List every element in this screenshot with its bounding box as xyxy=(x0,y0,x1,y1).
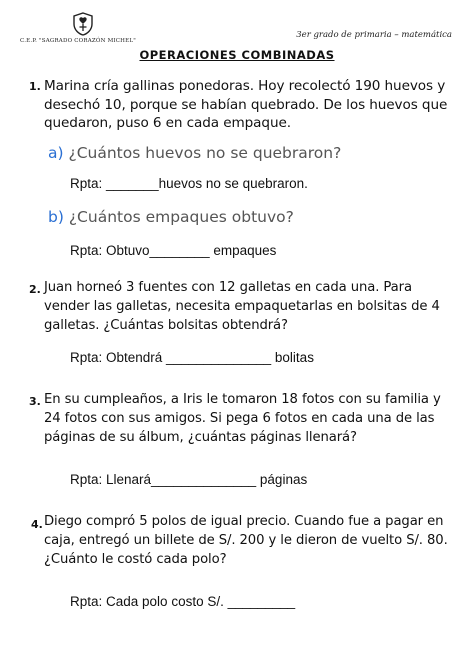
problem-1-question-a: a) ¿Cuántos huevos no se quebraron? xyxy=(48,144,342,162)
problem-3-answer: Rpta: Llenará______________ páginas xyxy=(70,472,308,487)
problem-4-text: Diego compró 5 polos de igual precio. Cuando fue a pagar en caja, entregó un billete de S/. 200 y le dieron de vuelto S/. 80. ¿Cuánto le costó cada polo? xyxy=(44,514,448,567)
problem-2-text: Juan horneó 3 fuentes con 12 galletas en cada una. Para vender las galletas, necesita empaquetarlas en bolsitas de 4 galletas. ¿Cuántas bolsitas obtendrá? xyxy=(44,280,440,333)
page-title: OPERACIONES COMBINADAS xyxy=(139,48,335,62)
problem-1-answer-b: Rpta: Obtuvo________ empaques xyxy=(70,243,277,258)
problem-1-question-b: b) ¿Cuántos empaques obtuvo? xyxy=(48,208,294,226)
problem-2-number: 2. xyxy=(29,283,41,296)
problem-4-number: 4. xyxy=(31,518,43,531)
problem-1-number: 1. xyxy=(29,80,41,93)
school-crest-logo xyxy=(72,12,94,36)
problem-4-answer: Rpta: Cada polo costo S/. _________ xyxy=(70,594,296,609)
problem-1-answer-a: Rpta: _______huevos no se quebraron. xyxy=(70,176,308,191)
problem-3-number: 3. xyxy=(29,395,41,408)
problem-3-text: En su cumpleaños, a Iris le tomaron 18 fotos con su familia y 24 fotos con sus amigos. Si pega 6 fotos en cada una de las páginas de su álbum, ¿cuántas páginas llenará? xyxy=(44,392,441,445)
problem-2-answer: Rpta: Obtendrá ______________ bolitas xyxy=(70,350,314,365)
problem-1-text: Marina cría gallinas ponedoras. Hoy recolectó 190 huevos y desechó 10, porque se habían quebrado. De los huevos que quedaron, puso 6 en cada empaque. xyxy=(44,78,448,131)
grade-subject: 3er grado de primaria – matemática xyxy=(296,30,452,40)
school-name: C.E.P. "SAGRADO CORAZÓN MICHEL" xyxy=(20,38,136,44)
